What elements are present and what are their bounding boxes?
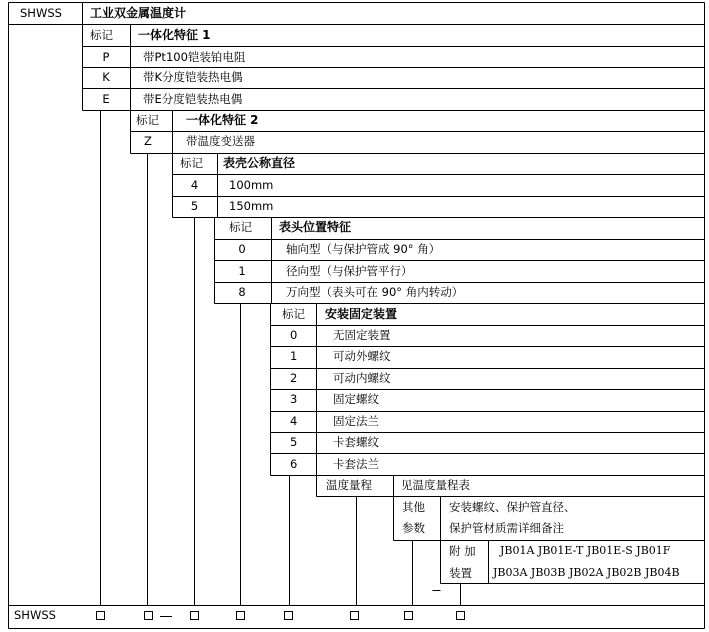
f1-text-p: 带Pt100铠装铂电阻 bbox=[143, 50, 246, 64]
pos-code-8: 8 bbox=[238, 285, 246, 299]
mount-text-1: 可动外螺纹 bbox=[333, 349, 391, 363]
other-label-1: 其他 bbox=[402, 500, 425, 514]
dia-label: 标记 bbox=[180, 156, 203, 170]
accessory-line-2: JB03A JB03B JB02A JB02B JB04B bbox=[493, 566, 680, 579]
mount-text-6: 卡套法兰 bbox=[333, 457, 379, 471]
mount-text-3: 固定螺纹 bbox=[333, 392, 379, 406]
mount-code-1: 1 bbox=[290, 349, 298, 363]
pos-text-8: 万向型（表头可在 90° 角内转动） bbox=[286, 285, 464, 299]
dia-text-5: 150mm bbox=[229, 199, 274, 213]
f2-heading: 一体化特征 2 bbox=[186, 113, 259, 127]
f1-label: 标记 bbox=[90, 28, 113, 42]
pos-text-1: 径向型（与保护管平行） bbox=[286, 264, 413, 278]
pos-heading: 表头位置特征 bbox=[279, 220, 352, 234]
f2-text-z: 带温度变送器 bbox=[186, 134, 255, 148]
f2-label: 标记 bbox=[136, 113, 159, 127]
mount-code-6: 6 bbox=[290, 457, 298, 471]
mount-text-5: 卡套螺纹 bbox=[333, 435, 379, 449]
mount-text-0: 无固定装置 bbox=[333, 328, 391, 342]
pos-text-0: 轴向型（与保护管成 90° 角） bbox=[286, 242, 441, 256]
pos-code-0: 0 bbox=[238, 242, 246, 256]
other-text-2: 保护管材质需详细备注 bbox=[449, 521, 564, 535]
dia-code-4: 4 bbox=[190, 178, 199, 192]
code-box-6 bbox=[350, 611, 359, 620]
mount-text-4: 固定法兰 bbox=[333, 414, 379, 428]
range-label: 温度量程 bbox=[326, 478, 372, 492]
accessory-label-1: 附 加 bbox=[449, 544, 476, 558]
title-name: 工业双金属温度计 bbox=[90, 6, 187, 20]
f1-code-p: P bbox=[102, 50, 110, 64]
f1-code-k: K bbox=[102, 70, 110, 84]
mount-code-3: 3 bbox=[290, 392, 298, 406]
code-separator bbox=[160, 616, 172, 617]
title-code: SHWSS bbox=[20, 6, 62, 20]
range-text: 见温度量程表 bbox=[401, 478, 470, 492]
dia-heading: 表壳公称直径 bbox=[223, 156, 296, 170]
mount-code-5: 5 bbox=[290, 435, 298, 449]
dia-text-4: 100mm bbox=[229, 178, 274, 192]
other-text-1: 安装螺纹、保护管直径、 bbox=[449, 500, 576, 514]
f1-heading: 一体化特征 1 bbox=[138, 28, 211, 42]
mount-code-0: 0 bbox=[290, 328, 298, 342]
f1-code-e: E bbox=[102, 92, 110, 106]
code-box-1 bbox=[96, 611, 105, 620]
footer-code: SHWSS bbox=[14, 608, 56, 622]
f1-text-e: 带E分度铠装热电偶 bbox=[143, 92, 243, 106]
code-box-8 bbox=[456, 611, 465, 620]
pos-label: 标记 bbox=[229, 220, 252, 234]
code-box-7 bbox=[404, 611, 413, 620]
code-box-4 bbox=[236, 611, 245, 620]
f1-text-k: 带K分度铠装热电偶 bbox=[143, 70, 243, 84]
mount-text-2: 可动内螺纹 bbox=[333, 371, 391, 385]
mount-label: 标记 bbox=[282, 307, 305, 321]
accessory-label-2: 装置 bbox=[449, 566, 472, 580]
mount-heading: 安装固定装置 bbox=[325, 307, 398, 321]
code-box-3 bbox=[190, 611, 199, 620]
code-box-5 bbox=[284, 611, 293, 620]
dia-code-5: 5 bbox=[190, 199, 199, 213]
accessory-line-1: JB01A JB01E-T JB01E-S JB01F bbox=[500, 544, 671, 557]
pos-code-1: 1 bbox=[238, 264, 246, 278]
mount-code-2: 2 bbox=[290, 371, 298, 385]
other-label-2: 参数 bbox=[402, 521, 425, 535]
f2-code-z: Z bbox=[144, 134, 152, 148]
code-box-2 bbox=[144, 611, 153, 620]
mount-code-4: 4 bbox=[290, 414, 298, 428]
